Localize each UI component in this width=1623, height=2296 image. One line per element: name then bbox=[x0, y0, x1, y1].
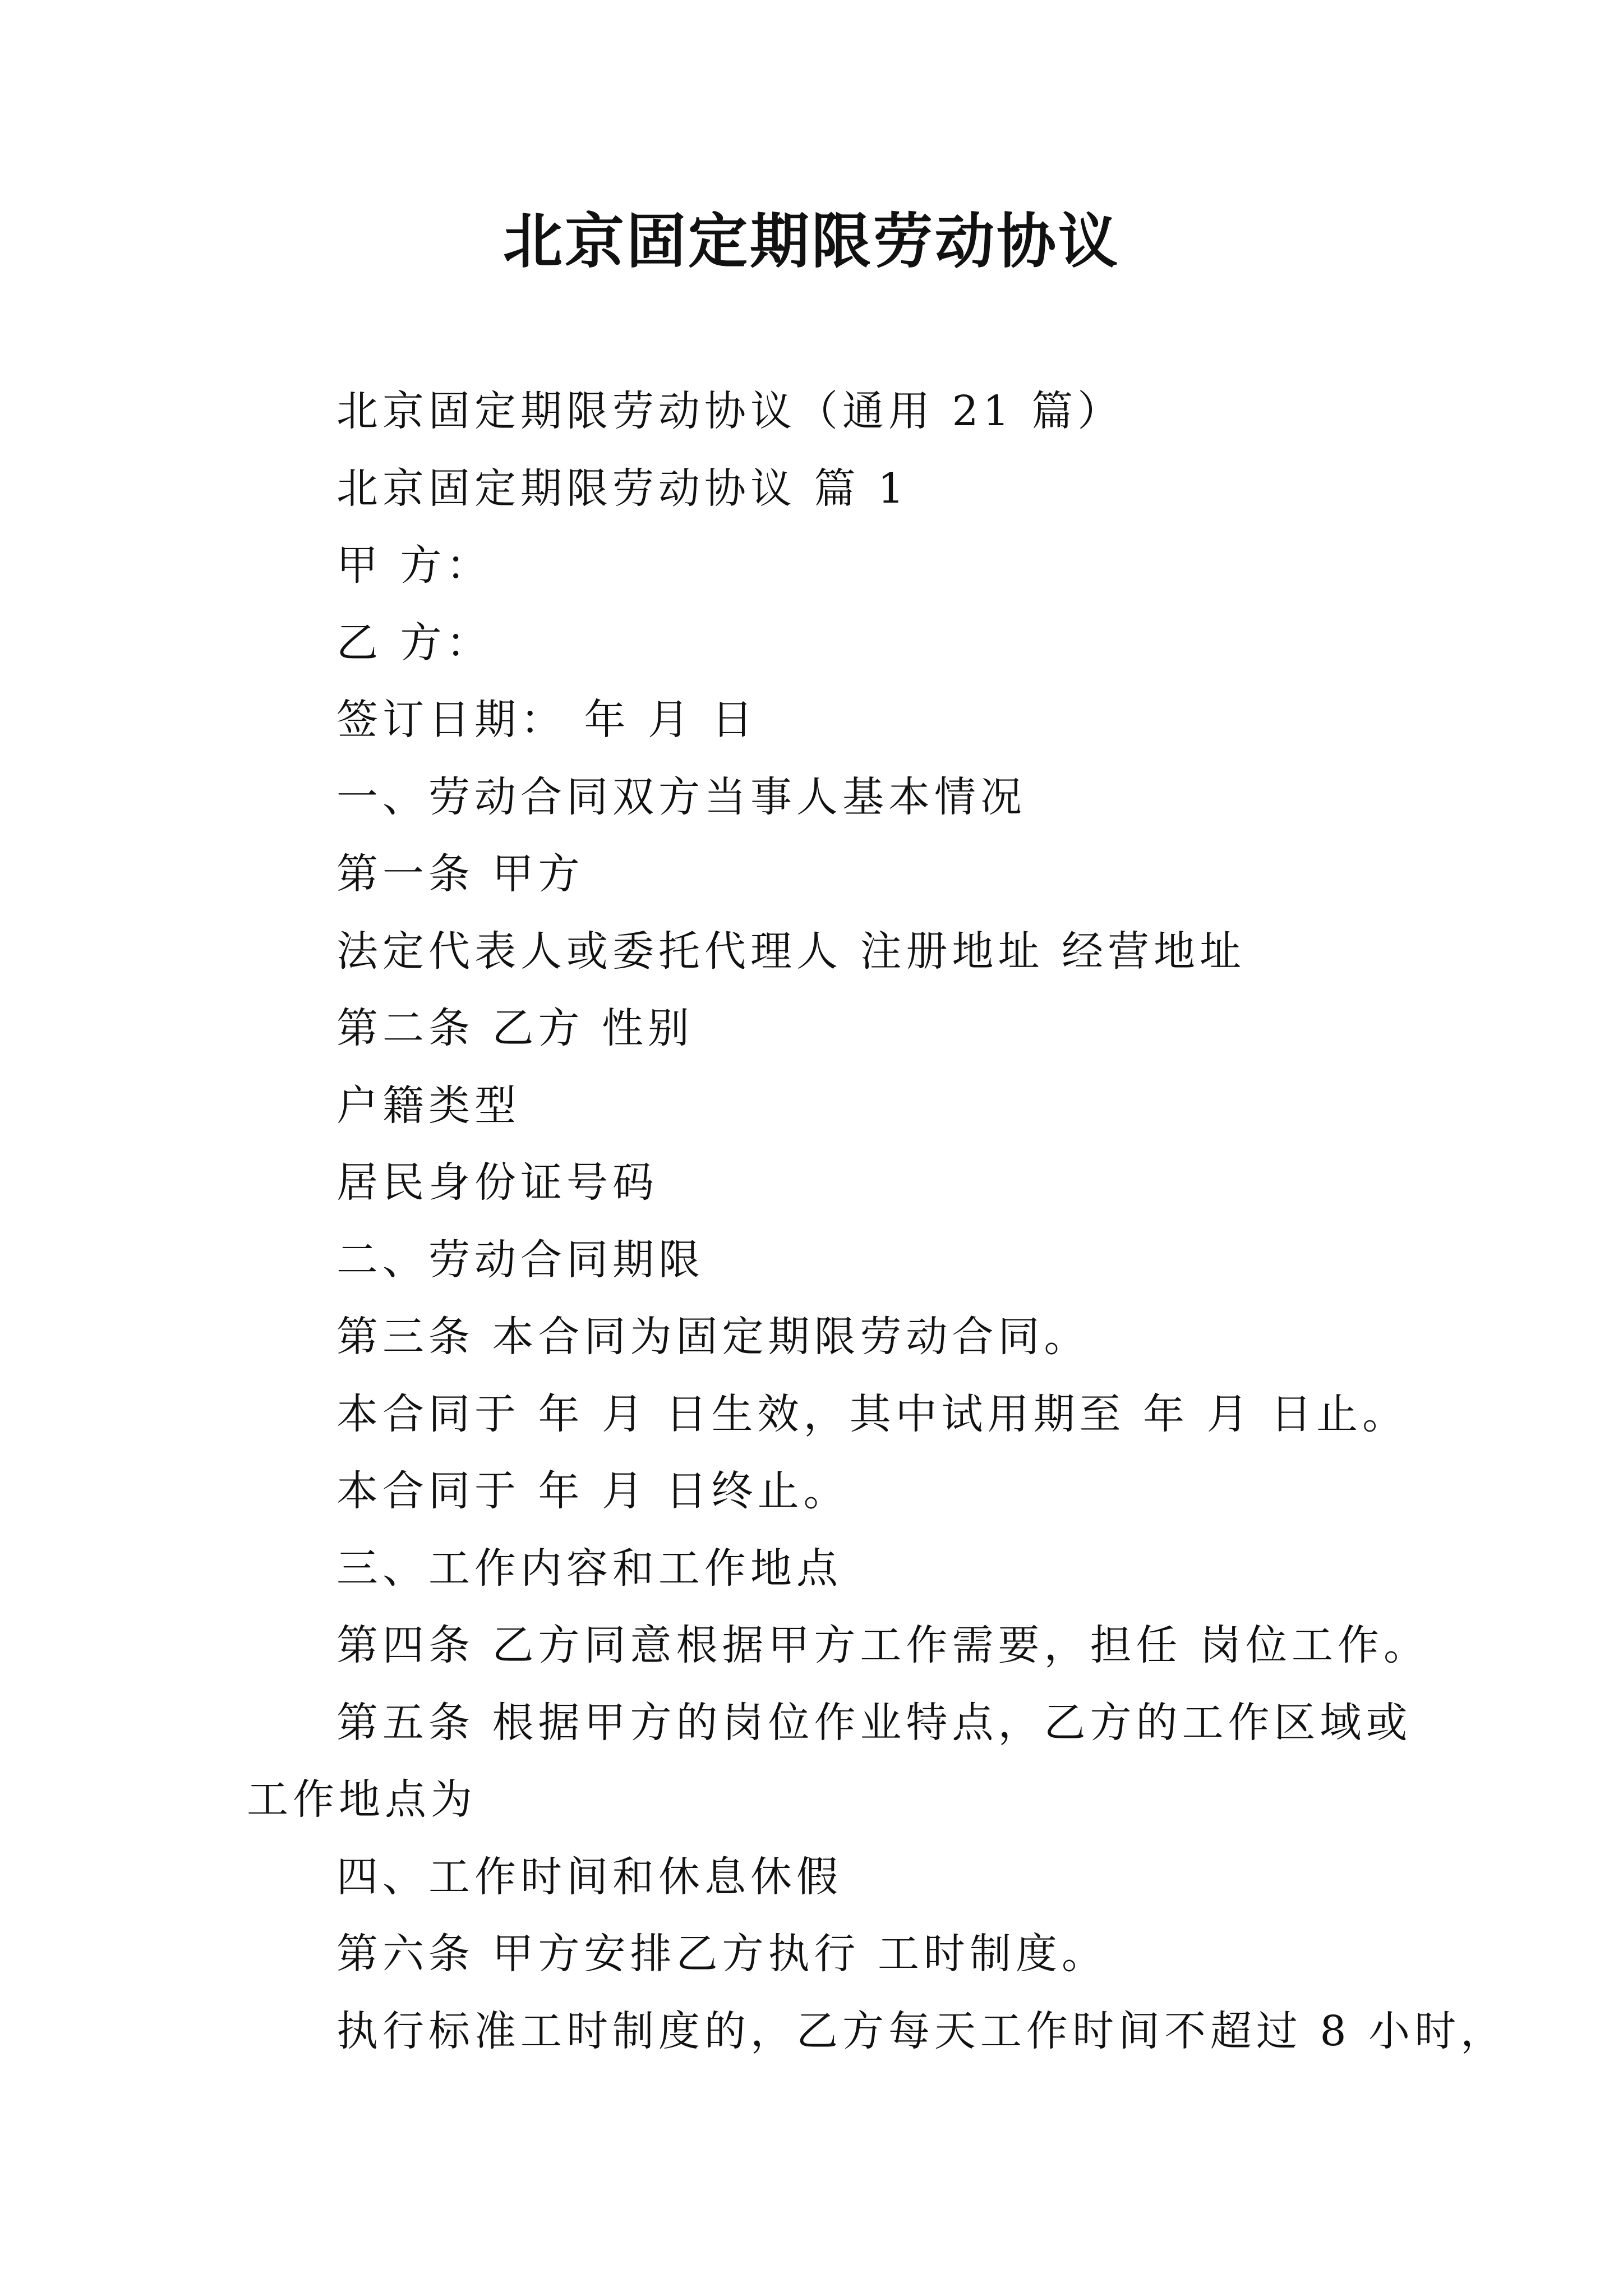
document-body bbox=[247, 373, 1507, 2070]
section-heading: 四、工作时间和休息休假 bbox=[336, 1852, 842, 1901]
section-heading: 一、劳动合同双方当事人基本情况 bbox=[336, 772, 1026, 821]
paragraph: 户籍类型 bbox=[336, 1081, 520, 1130]
paragraph: 法定代表人或委托代理人 注册地址 经营地址 bbox=[336, 927, 1246, 976]
paragraph: 第三条 本合同为固定期限劳动合同。 bbox=[336, 1313, 1090, 1361]
paragraph: 第四条 乙方同意根据甲方工作需要，担任 岗位工作。 bbox=[336, 1621, 1430, 1669]
section-heading: 三、工作内容和工作地点 bbox=[336, 1544, 842, 1593]
document-title: 北京固定期限劳动协议 bbox=[503, 206, 1120, 276]
paragraph: 本合同于 年 月 日生效，其中试用期至 年 月 日止。 bbox=[336, 1389, 1409, 1438]
paragraph: 第二条 乙方 性别 bbox=[336, 1004, 694, 1052]
paragraph: 北京固定期限劳动协议（通用 21 篇） bbox=[336, 387, 1124, 435]
section-heading: 二、劳动合同期限 bbox=[336, 1235, 704, 1284]
paragraph: 第五条 根据甲方的岗位作业特点，乙方的工作区域或工作地点为 bbox=[247, 1698, 1412, 1824]
paragraph: 第一条 甲方 bbox=[336, 850, 584, 898]
paragraph: 乙 方： bbox=[336, 618, 492, 667]
paragraph: 执行标准工时制度的，乙方每天工作时间不超过 8 小时， bbox=[336, 2007, 1507, 2055]
paragraph: 本合同于 年 月 日终止。 bbox=[336, 1467, 850, 1515]
paragraph: 签订日期： 年 月 日 bbox=[336, 696, 758, 744]
paragraph: 第六条 甲方安排乙方执行 工时制度。 bbox=[336, 1930, 1108, 1978]
paragraph: 北京固定期限劳动协议 篇 1 bbox=[336, 464, 909, 513]
paragraph: 甲 方： bbox=[336, 541, 492, 590]
paragraph: 居民身份证号码 bbox=[336, 1158, 658, 1207]
